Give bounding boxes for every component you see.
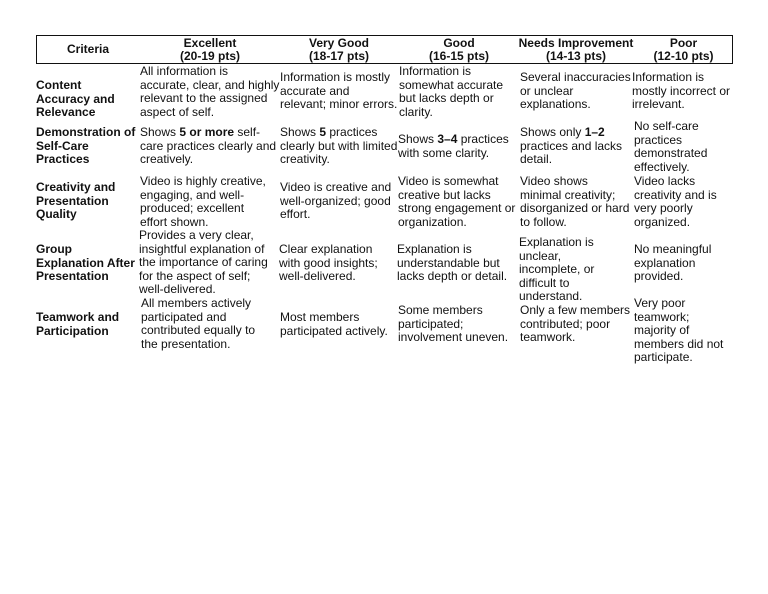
cell-content-needs-improvement: Several inaccuracies or unclear explanations. [520, 70, 631, 111]
cell-selfcare-needs-improvement [520, 126, 626, 167]
cell-selfcare-poor: No self-care practices demonstrated effectively. [634, 119, 708, 174]
cell-text: self-care practices clearly and creatively. [140, 125, 277, 166]
cell-content-very-good: Information is mostly accurate and relevant; minor errors. [280, 70, 398, 111]
cell-creativity-good: Video is somewhat creative but lacks strong engagement or organization. [398, 174, 516, 229]
rubric-header-row [36, 35, 733, 64]
header-criteria-label: Criteria [66, 42, 110, 56]
criterion-content-accuracy: Content Accuracy and Relevance [36, 78, 115, 119]
cell-text: Shows only [520, 125, 585, 139]
header-very-good [281, 36, 397, 63]
header-criteria [37, 36, 139, 63]
header-level-points: (16-15 pts) [428, 48, 490, 63]
cell-text: practices clearly but with limited creativity. [280, 125, 398, 166]
cell-explanation-needs-improvement: Explanation is unclear, incomplete, or difficult to understand. [519, 235, 595, 303]
cell-explanation-very-good: Clear explanation with good insights; well-delivered. [279, 242, 378, 283]
cell-creativity-poor: Video lacks creativity and is very poorly organized. [634, 174, 717, 229]
cell-emphasis: 5 [319, 125, 327, 139]
cell-text: Shows [280, 125, 320, 139]
header-level-name: Good [443, 35, 475, 50]
header-poor [635, 36, 732, 63]
cell-selfcare-good [398, 133, 510, 160]
cell-teamwork-very-good: Most members participated actively. [280, 310, 388, 338]
criterion-self-care: Demonstration of Self-Care Practices [36, 125, 136, 166]
header-level-name: Poor [669, 35, 698, 50]
header-level-name: Needs Improvement [518, 35, 634, 50]
cell-teamwork-needs-improvement: Only a few members contributed; poor teamwork. [520, 303, 631, 344]
header-level-points: (18-17 pts) [308, 48, 370, 63]
cell-text: Shows [140, 125, 180, 139]
header-excellent [139, 36, 281, 63]
cell-content-excellent: All information is accurate, clear, and highly relevant to the assigned aspect of self. [140, 64, 280, 119]
cell-text: Shows [398, 132, 438, 146]
criterion-creativity: Creativity and Presentation Quality [36, 180, 116, 221]
cell-emphasis: 3–4 [437, 132, 458, 146]
cell-content-good: Information is somewhat accurate but lacks depth or clarity. [399, 64, 504, 119]
cell-explanation-good: Explanation is understandable but lacks depth or detail. [397, 242, 508, 283]
cell-text: practices with some clarity. [398, 132, 509, 160]
cell-selfcare-very-good [280, 126, 398, 167]
criterion-group-explanation: Group Explanation After Presentation [36, 242, 135, 283]
cell-content-poor: Information is mostly incorrect or irrelevant. [632, 70, 731, 111]
cell-creativity-needs-improvement: Video shows minimal creativity; disorganized or hard to follow. [520, 174, 630, 229]
cell-teamwork-poor: Very poor teamwork; majority of members did not participate. [634, 296, 724, 364]
header-level-points: (12-10 pts) [653, 48, 714, 63]
header-good [397, 36, 521, 63]
cell-teamwork-excellent: All members actively participated and contributed equally to the presentation. [141, 296, 256, 351]
cell-text: practices and lacks detail. [520, 138, 623, 166]
cell-explanation-excellent: Provides a very clear, insightful explanation of the importance of caring for the aspect of self; well-delivered. [139, 228, 268, 296]
header-needs-improvement [517, 36, 635, 63]
cell-creativity-excellent: Video is highly creative, engaging, and well-produced; excellent effort shown. [140, 174, 266, 229]
cell-teamwork-good: Some members participated; involvement uneven. [398, 303, 509, 344]
criterion-teamwork: Teamwork and Participation [36, 310, 120, 338]
cell-emphasis: 5 or more [179, 125, 235, 139]
header-level-points: (14-13 pts) [545, 48, 607, 63]
cell-selfcare-excellent [140, 126, 278, 167]
cell-creativity-very-good: Video is creative and well-organized; good effort. [280, 180, 392, 221]
header-level-points: (20-19 pts) [179, 48, 241, 63]
header-level-name: Very Good [308, 35, 370, 50]
header-level-name: Excellent [183, 35, 237, 50]
cell-explanation-poor: No meaningful explanation provided. [634, 242, 712, 283]
cell-emphasis: 1–2 [584, 125, 605, 139]
